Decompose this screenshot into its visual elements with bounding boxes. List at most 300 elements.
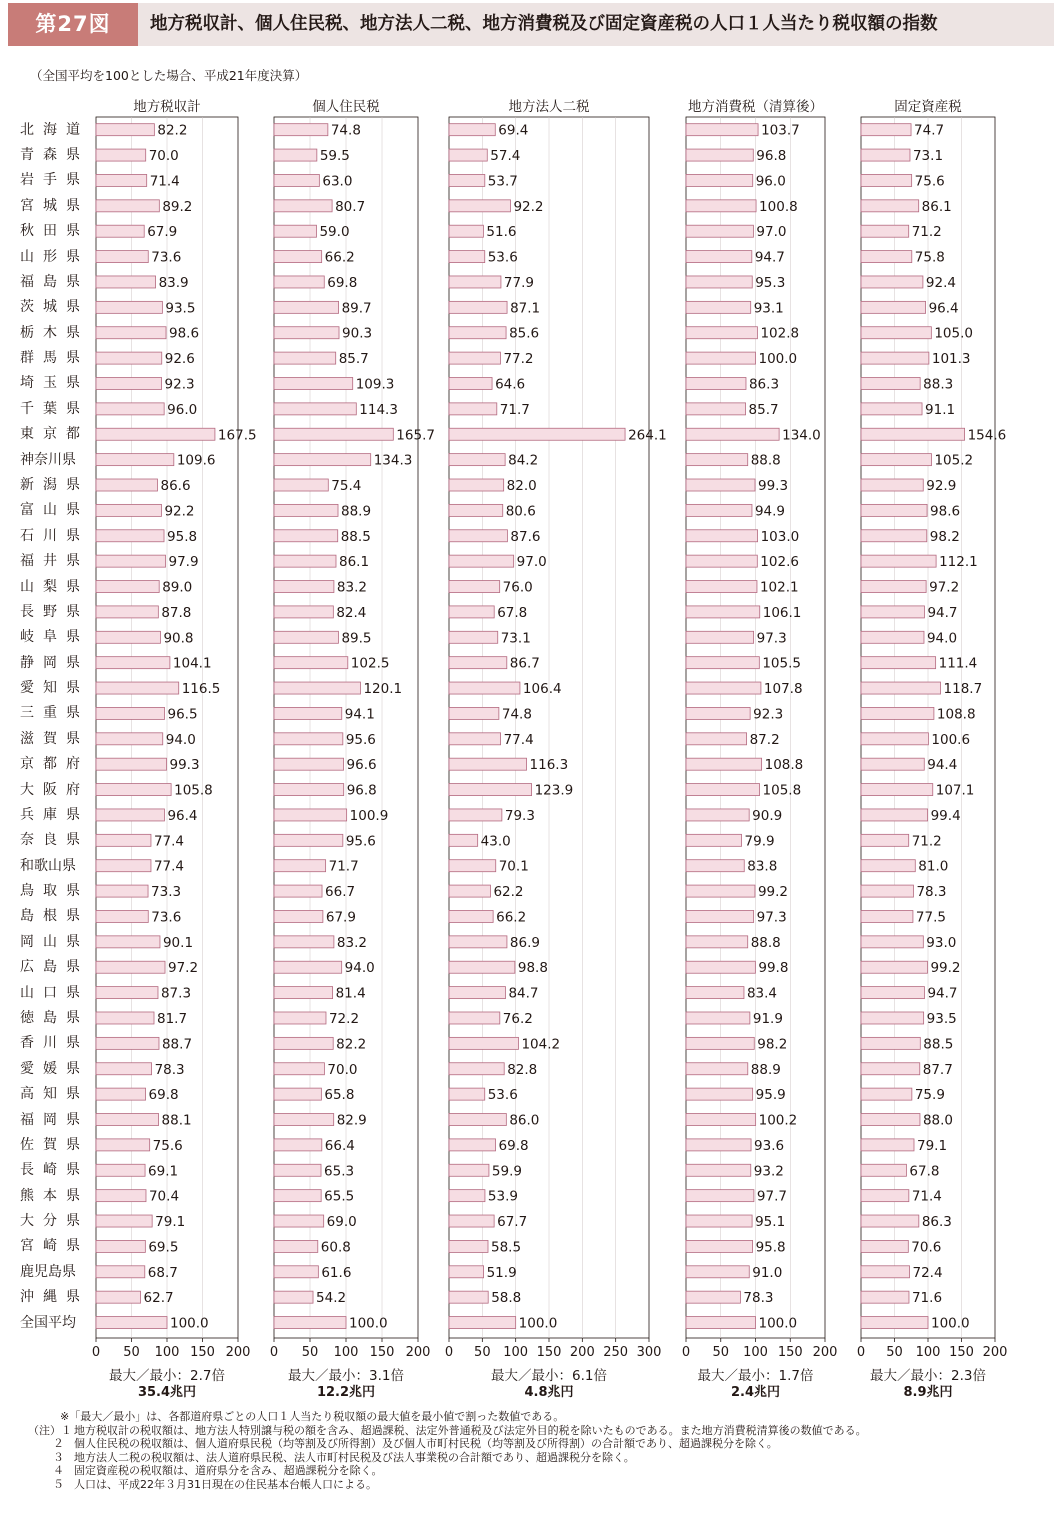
value-label: 77.4	[153, 833, 185, 850]
value-label: 63.0	[322, 173, 353, 190]
bar	[274, 581, 334, 593]
value-label: 78.3	[154, 1061, 185, 1078]
value-label: 65.5	[324, 1188, 355, 1205]
value-label: 77.2	[503, 351, 534, 368]
bar	[861, 1037, 920, 1049]
bar	[96, 936, 160, 948]
bar	[861, 1164, 906, 1176]
bar	[686, 1291, 740, 1303]
bar	[861, 987, 924, 999]
prefecture-label: 大分県	[20, 1213, 89, 1230]
figure-number: 第27図	[8, 3, 138, 46]
bar	[861, 631, 924, 643]
bar	[274, 403, 356, 415]
bar	[861, 1139, 914, 1151]
bar	[861, 504, 927, 516]
bar	[861, 758, 924, 770]
value-label: 118.7	[943, 681, 983, 698]
bar	[274, 631, 338, 643]
bar	[274, 174, 319, 186]
prefecture-label: 高知県	[20, 1086, 89, 1103]
value-label: 98.6	[169, 325, 200, 342]
value-label: 62.7	[143, 1290, 174, 1307]
value-label: 94.4	[927, 757, 958, 774]
bar	[96, 377, 162, 389]
bar	[861, 1215, 919, 1227]
bar	[96, 1215, 152, 1227]
value-label: 92.3	[753, 706, 784, 723]
bar	[449, 1266, 484, 1278]
bar	[861, 352, 929, 364]
value-label: 77.4	[153, 858, 185, 875]
value-label: 78.3	[743, 1290, 774, 1307]
footnote	[28, 1464, 382, 1478]
prefecture-label: 宮崎県	[20, 1238, 89, 1255]
prefecture-label: 埼玉県	[20, 375, 89, 392]
bar	[449, 174, 485, 186]
prefecture-label: 沖縄県	[20, 1289, 89, 1306]
bar	[449, 530, 507, 542]
bar	[686, 1266, 749, 1278]
bar	[449, 707, 499, 719]
value-label: 82.4	[336, 604, 367, 621]
bar	[449, 1317, 516, 1329]
value-label: 94.7	[754, 249, 785, 266]
value-label: 77.5	[915, 909, 946, 926]
bar	[449, 631, 498, 643]
prefecture-label: 岡山県	[20, 933, 89, 950]
value-label: 93.2	[753, 1163, 784, 1180]
tick-label: 200	[405, 1345, 431, 1360]
bar	[686, 428, 779, 440]
value-label: 114.3	[359, 401, 398, 418]
bar	[274, 352, 336, 364]
value-label: 94.1	[344, 706, 375, 723]
bar	[686, 631, 754, 643]
bar	[274, 910, 323, 922]
value-label: 94.9	[754, 503, 786, 520]
value-label: 91.0	[752, 1264, 783, 1281]
panel-title: 地方税収計	[133, 99, 201, 115]
bar	[861, 1063, 920, 1075]
bar	[861, 733, 928, 745]
bar	[274, 454, 371, 466]
prefecture-label: 東京都	[20, 426, 89, 443]
value-label: 99.4	[930, 807, 961, 824]
bar	[96, 200, 159, 212]
bar	[449, 504, 503, 516]
prefecture-label: 香川県	[20, 1035, 89, 1052]
value-label: 89.0	[162, 579, 193, 596]
prefecture-label: 滋賀県	[20, 730, 89, 747]
value-label: 71.7	[499, 401, 530, 418]
bar	[96, 1190, 146, 1202]
value-label: 75.6	[914, 173, 945, 190]
value-label: 107.8	[763, 681, 803, 698]
prefecture-label: 岩手県	[20, 172, 89, 189]
bar	[861, 1088, 912, 1100]
bar	[686, 530, 758, 542]
value-label: 73.1	[912, 148, 944, 165]
value-label: 59.5	[319, 148, 350, 165]
value-label: 71.2	[911, 833, 942, 850]
value-label: 87.8	[161, 604, 192, 621]
bar	[274, 885, 322, 897]
value-label: 88.0	[922, 1112, 954, 1129]
value-label: 81.7	[157, 1010, 188, 1027]
bar	[686, 936, 748, 948]
prefecture-label: 石川県	[20, 527, 89, 544]
bar	[96, 834, 151, 846]
bar	[449, 834, 478, 846]
bar	[686, 251, 752, 263]
value-label: 69.8	[498, 1137, 529, 1154]
bar	[96, 327, 166, 339]
value-label: 43.0	[480, 833, 511, 850]
bar	[686, 1240, 753, 1252]
bar	[274, 1190, 321, 1202]
value-label: 82.2	[157, 122, 188, 139]
bar	[686, 657, 759, 669]
bar	[96, 987, 158, 999]
footnote	[28, 1437, 778, 1451]
value-label: 108.8	[764, 757, 804, 774]
value-label: 99.2	[757, 884, 789, 901]
value-label: 91.1	[925, 401, 956, 418]
bar	[449, 1114, 506, 1126]
bar	[861, 1266, 910, 1278]
bar	[449, 251, 485, 263]
panel-footer	[77, 1368, 257, 1401]
bar	[449, 784, 532, 796]
bar	[686, 327, 757, 339]
value-label: 89.2	[162, 198, 193, 215]
value-label: 100.0	[758, 351, 798, 368]
bar	[449, 657, 507, 669]
bar	[449, 1215, 494, 1227]
value-label: 88.3	[923, 376, 954, 393]
bar	[96, 657, 170, 669]
value-label: 72.2	[328, 1010, 360, 1027]
bar	[274, 276, 324, 288]
tick-label: 50	[123, 1345, 140, 1360]
bar	[274, 809, 347, 821]
bar	[96, 428, 215, 440]
bar	[861, 454, 931, 466]
value-label: 64.6	[495, 376, 526, 393]
bar	[274, 225, 316, 237]
value-label: 73.6	[151, 249, 182, 266]
bar	[861, 479, 923, 491]
tick-label: 250	[603, 1345, 629, 1360]
max-min-ratio: 最大／最小：2.7倍	[109, 1368, 225, 1384]
tick-label: 50	[474, 1345, 491, 1360]
value-label: 92.9	[926, 478, 957, 495]
value-label: 97.2	[929, 579, 960, 596]
bar	[449, 301, 507, 313]
value-label: 53.6	[487, 1087, 518, 1104]
value-label: 65.8	[324, 1087, 355, 1104]
value-label: 96.4	[167, 807, 198, 824]
bar	[861, 1240, 908, 1252]
value-label: 83.2	[336, 934, 367, 951]
prefecture-label: 静岡県	[20, 654, 89, 671]
value-label: 92.2	[513, 198, 544, 215]
bar	[686, 606, 760, 618]
value-label: 94.0	[926, 630, 958, 647]
bar	[686, 733, 747, 745]
bar	[274, 834, 343, 846]
bar	[861, 301, 926, 313]
bar	[686, 581, 757, 593]
value-label: 75.8	[914, 249, 945, 266]
bar	[274, 251, 322, 263]
value-label: 95.8	[755, 1239, 786, 1256]
bar	[96, 1037, 159, 1049]
value-label: 66.2	[496, 909, 527, 926]
value-label: 92.2	[164, 503, 195, 520]
bar	[861, 581, 926, 593]
tick-label: 150	[536, 1345, 562, 1360]
prefecture-label: 千葉県	[20, 400, 89, 417]
value-label: 66.2	[324, 249, 355, 266]
value-label: 87.3	[160, 985, 192, 1002]
value-label: 78.3	[916, 884, 947, 901]
bar	[686, 885, 755, 897]
bar	[274, 1139, 322, 1151]
value-label: 79.1	[155, 1214, 186, 1231]
value-label: 69.4	[498, 122, 529, 139]
bar	[686, 1190, 754, 1202]
bar	[274, 987, 333, 999]
value-label: 93.6	[754, 1137, 785, 1154]
footnote-number: ２	[53, 1437, 64, 1451]
prefecture-label: 広島県	[20, 959, 89, 976]
total-revenue: 8.9兆円	[903, 1385, 953, 1400]
bar	[449, 961, 515, 973]
value-label: 97.3	[756, 630, 787, 647]
value-label: 71.7	[328, 858, 359, 875]
bar	[96, 1266, 145, 1278]
bar	[96, 530, 164, 542]
value-label: 77.4	[503, 731, 534, 748]
bar	[274, 504, 338, 516]
value-label: 92.6	[164, 351, 195, 368]
bar	[686, 1114, 756, 1126]
bar	[274, 149, 317, 161]
value-label: 60.8	[320, 1239, 351, 1256]
bar	[274, 860, 326, 872]
panel-footer	[256, 1368, 436, 1401]
prefecture-label: 山形県	[20, 248, 89, 265]
value-label: 90.8	[163, 630, 194, 647]
value-label: 83.4	[746, 985, 778, 1002]
value-label: 51.9	[486, 1264, 517, 1281]
value-label: 69.0	[326, 1214, 357, 1231]
bar	[449, 1291, 488, 1303]
bar	[274, 200, 332, 212]
value-label: 81.0	[918, 858, 949, 875]
value-label: 105.8	[174, 782, 213, 799]
value-label: 99.8	[758, 960, 789, 977]
value-label: 71.2	[911, 224, 942, 241]
bar	[861, 149, 910, 161]
value-label: 88.8	[750, 934, 781, 951]
footnote-number: ５	[53, 1478, 64, 1491]
bar	[96, 707, 165, 719]
tick-label: 200	[812, 1345, 838, 1360]
value-label: 95.6	[345, 731, 376, 748]
value-label: 97.2	[168, 960, 199, 977]
value-label: 59.0	[319, 224, 350, 241]
value-label: 70.0	[327, 1061, 358, 1078]
bar	[96, 1317, 167, 1329]
bar	[686, 682, 761, 694]
bar	[861, 276, 923, 288]
value-label: 105.5	[762, 655, 801, 672]
value-label: 134.0	[782, 427, 821, 444]
bar	[449, 1063, 504, 1075]
value-label: 120.1	[363, 681, 403, 698]
bar	[449, 1240, 488, 1252]
value-label: 82.2	[336, 1036, 367, 1053]
value-label: 96.0	[167, 401, 198, 418]
panel-title: 固定資産税	[894, 99, 962, 115]
value-label: 79.3	[504, 807, 535, 824]
value-label: 53.9	[487, 1188, 518, 1205]
value-label: 106.1	[762, 604, 802, 621]
value-label: 98.6	[930, 503, 961, 520]
bar	[449, 1190, 485, 1202]
value-label: 107.1	[935, 782, 975, 799]
value-label: 91.9	[752, 1010, 783, 1027]
prefecture-label: 長崎県	[20, 1162, 89, 1179]
bar	[861, 530, 927, 542]
value-label: 84.7	[508, 985, 539, 1002]
bar	[449, 733, 501, 745]
bar	[686, 1037, 754, 1049]
bar	[274, 1037, 333, 1049]
value-label: 90.1	[162, 934, 194, 951]
prefecture-label: 愛媛県	[20, 1060, 89, 1077]
prefecture-label: 青森県	[20, 147, 89, 164]
value-label: 100.6	[931, 731, 971, 748]
value-label: 58.5	[491, 1239, 522, 1256]
bar	[96, 682, 179, 694]
value-label: 83.2	[336, 579, 367, 596]
value-label: 76.2	[502, 1010, 533, 1027]
max-min-ratio: 最大／最小：2.3倍	[870, 1368, 986, 1384]
prefecture-label: 京都府	[20, 756, 89, 773]
value-label: 104.1	[172, 655, 212, 672]
value-label: 89.7	[341, 300, 372, 317]
max-min-ratio: 最大／最小：6.1倍	[491, 1368, 607, 1384]
value-label: 102.6	[760, 554, 799, 571]
bar	[449, 581, 500, 593]
value-label: 100.0	[518, 1315, 558, 1332]
bar	[449, 936, 507, 948]
total-revenue: 35.4兆円	[137, 1385, 197, 1400]
value-label: 88.9	[341, 503, 372, 520]
figure-title: 地方税収計、個人住民税、地方法人二税、地方消費税及び固定資産税の人口１人当たり税収額の指数	[150, 14, 938, 34]
prefecture-label: 兵庫県	[20, 806, 89, 823]
bar	[96, 276, 156, 288]
bar	[861, 885, 913, 897]
bar	[686, 225, 753, 237]
bar	[686, 200, 756, 212]
bar	[861, 428, 965, 440]
bar	[686, 403, 746, 415]
bar	[861, 834, 909, 846]
value-label: 98.2	[757, 1036, 788, 1053]
tick-label: 150	[369, 1345, 395, 1360]
value-label: 102.5	[350, 655, 390, 672]
value-label: 74.8	[501, 706, 532, 723]
value-label: 123.9	[534, 782, 574, 799]
bar	[96, 1012, 154, 1024]
tick-label: 300	[636, 1345, 662, 1360]
prefecture-label: 秋田県	[20, 223, 89, 240]
value-label: 86.7	[509, 655, 540, 672]
bar	[96, 733, 163, 745]
bar	[686, 479, 755, 491]
value-label: 100.0	[349, 1315, 388, 1332]
value-label: 101.3	[931, 351, 971, 368]
bar	[96, 860, 151, 872]
bar	[96, 1114, 159, 1126]
value-label: 71.4	[149, 173, 180, 190]
value-label: 88.1	[161, 1112, 192, 1129]
bar	[861, 682, 941, 694]
bar	[686, 1139, 751, 1151]
bar	[449, 1037, 518, 1049]
footnote-text: 個人住民税の税収額は、個人道府県民税（均等割及び所得割）及び個人市町村民税（均等割及び所得割）の合計額であり、超過課税分を除く。	[74, 1437, 778, 1451]
tick-label: 100	[154, 1345, 180, 1360]
value-label: 98.8	[517, 960, 548, 977]
value-label: 82.9	[336, 1112, 367, 1129]
bar	[274, 1088, 321, 1100]
footnote-text: ※「最大／最小」は、各都道府県ごとの人口１人当たり税収額の最大値を最小値で割った数値である。	[60, 1410, 565, 1423]
value-label: 76.0	[502, 579, 533, 596]
tick-label: 100	[915, 1345, 941, 1360]
bar	[686, 1088, 753, 1100]
bar	[686, 555, 757, 567]
bar	[96, 961, 165, 973]
value-label: 74.7	[914, 122, 945, 139]
bar	[96, 885, 148, 897]
value-label: 68.7	[147, 1264, 178, 1281]
value-label: 67.8	[497, 604, 528, 621]
bar	[96, 606, 158, 618]
value-label: 57.4	[490, 148, 521, 165]
bar	[861, 606, 924, 618]
value-label: 95.6	[345, 833, 376, 850]
value-label: 67.9	[325, 909, 356, 926]
tick-label: 200	[982, 1345, 1008, 1360]
prefecture-label: 福岡県	[20, 1111, 89, 1128]
value-label: 86.6	[160, 478, 191, 495]
value-label: 100.2	[758, 1112, 798, 1129]
value-label: 93.5	[165, 300, 196, 317]
bar	[274, 936, 334, 948]
bar	[686, 504, 752, 516]
bar	[686, 301, 751, 313]
bar	[96, 301, 162, 313]
bar	[686, 1063, 748, 1075]
value-label: 86.9	[509, 934, 540, 951]
value-label: 72.4	[912, 1264, 943, 1281]
prefecture-label: 茨城県	[20, 299, 89, 316]
